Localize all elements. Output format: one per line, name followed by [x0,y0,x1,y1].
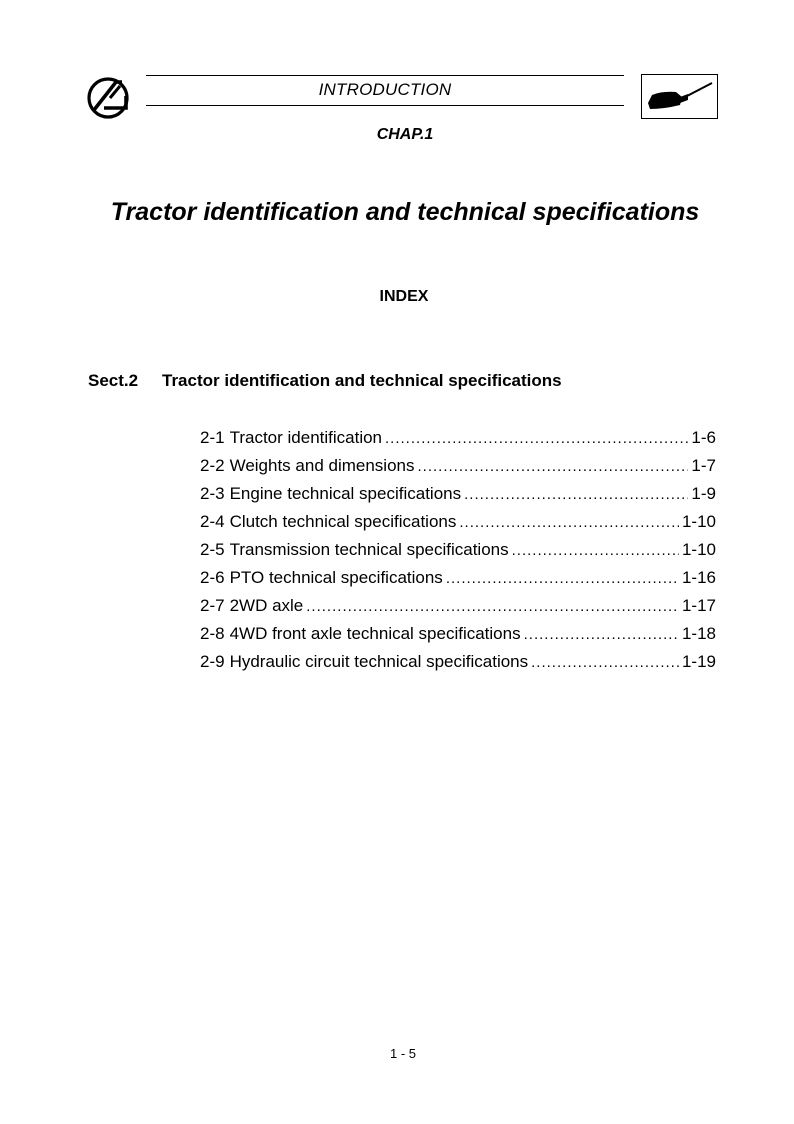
brand-logo [86,74,134,120]
toc-item-title: Engine technical specifications [229,484,462,503]
toc-leader-dots [417,453,688,481]
toc-item-2-2[interactable] [200,452,716,480]
toc-item-page: 1-9 [691,484,716,503]
toc-item-2-3[interactable] [200,480,716,508]
section-title: Tractor identification and technical specifications [162,371,562,390]
toc-item-2-1[interactable] [200,424,716,452]
index-heading: INDEX [379,288,429,305]
footer-page-number: 1 - 5 [389,1046,416,1061]
toc-item-2-9[interactable] [200,648,716,676]
section-number: Sect.2 [88,371,139,390]
toc-item-title: Transmission technical specifications [229,540,509,559]
toc-leader-dots [446,565,679,593]
toc-item-page: 1-7 [691,456,716,475]
table-of-contents [200,424,716,676]
toc-leader-dots [306,593,679,621]
toc-leader-dots [531,649,679,677]
toc-item-number: 2-5 [200,540,225,559]
header-title: INTRODUCTION [318,80,452,99]
chapter-label: CHAP.1 [376,126,434,143]
toc-item-title: Tractor identification [229,428,383,447]
toc-item-2-4[interactable] [200,508,716,536]
toc-item-number: 2-9 [200,652,225,671]
page-title: Tractor identification and technical specifications [110,198,700,226]
toc-leader-dots [524,621,679,649]
toc-item-title: Weights and dimensions [229,456,415,475]
header-rule-bottom [146,105,624,106]
toc-item-number: 2-1 [200,428,225,447]
toc-item-2-5[interactable] [200,536,716,564]
toc-item-number: 2-2 [200,456,225,475]
toc-item-2-6[interactable] [200,564,716,592]
toc-item-page: 1-18 [681,624,716,643]
toc-item-title: 2WD axle [229,596,304,615]
toc-item-number: 2-8 [200,624,225,643]
screwdriver-tool-icon [641,74,718,119]
toc-item-2-7[interactable] [200,592,716,620]
toc-item-page: 1-19 [681,652,716,671]
toc-item-page: 1-10 [681,540,716,559]
header-rule-top [146,75,624,76]
toc-item-number: 2-6 [200,568,225,587]
toc-item-number: 2-4 [200,512,225,531]
toc-item-title: Clutch technical specifications [229,512,457,531]
toc-item-number: 2-3 [200,484,225,503]
toc-item-page: 1-10 [681,512,716,531]
toc-item-page: 1-6 [691,428,716,447]
toc-item-page: 1-17 [681,596,716,615]
section-heading [88,371,562,391]
toc-item-title: PTO technical specifications [229,568,443,587]
toc-item-number: 2-7 [200,596,225,615]
toc-item-title: Hydraulic circuit technical specifications [229,652,529,671]
toc-leader-dots [512,537,679,565]
toc-leader-dots [459,509,679,537]
toc-item-page: 1-16 [681,568,716,587]
toc-item-title: 4WD front axle technical specifications [229,624,521,643]
toc-leader-dots [464,481,688,509]
toc-item-2-8[interactable] [200,620,716,648]
toc-leader-dots [385,425,688,453]
